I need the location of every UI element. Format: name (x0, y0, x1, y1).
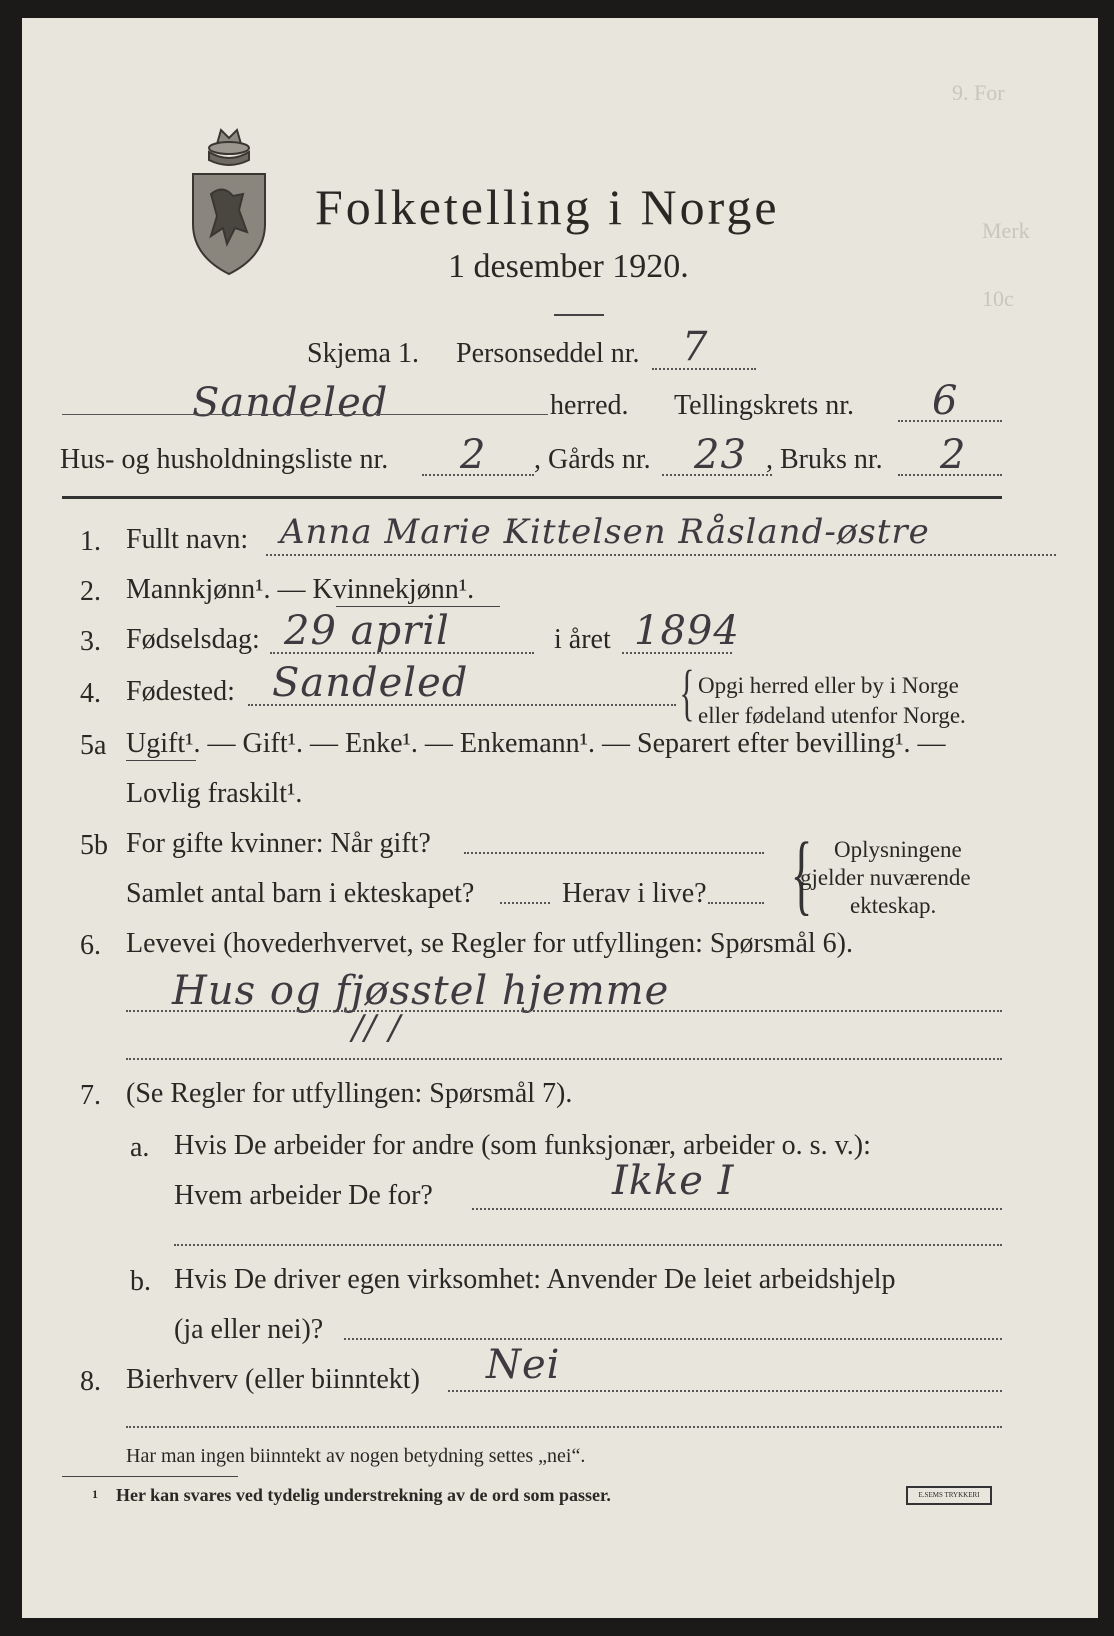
q3-number: 3. (80, 626, 101, 657)
bruks-label: , Bruks nr. (766, 444, 883, 475)
title-rule (554, 314, 604, 316)
q7a-line2: Hvem arbeider De for? (174, 1180, 433, 1211)
marital-status-options[interactable]: Ugift¹. — Gift¹. — Enke¹. — Enkemann¹. — Separert efter bevilling¹. — (126, 728, 946, 759)
year-label: i året (554, 624, 611, 655)
birthday-value[interactable]: 29 april (284, 608, 450, 654)
birthplace-note-2: eller fødeland utenfor Norge. (698, 703, 966, 728)
gender-underline (336, 606, 500, 607)
q1-number: 1. (80, 526, 101, 557)
bleed-through-text: 9. For (952, 80, 1005, 105)
marital-status-options-2[interactable]: Lovlig fraskilt¹. (126, 778, 303, 809)
q3-label: Fødselsdag: (126, 624, 260, 655)
marriage-note-1: Oplysningene (834, 837, 962, 862)
q7b-line1: Hvis De driver egen virksomhet: Anvender De leiet arbeidshjelp (174, 1264, 896, 1295)
herred-value[interactable]: Sandeled (192, 380, 389, 426)
no-income-note: Har man ingen biinntekt av nogen betydning settes „nei“. (126, 1445, 586, 1467)
printer-stamp: E.SEMS TRYKKERI (906, 1486, 992, 1505)
q6-number: 6. (80, 930, 101, 961)
birthplace-note-1: Opgi herred eller by i Norge (698, 673, 959, 698)
birthplace-line (248, 704, 676, 706)
side-income-value[interactable]: Nei (486, 1342, 561, 1388)
hus-line (422, 474, 534, 476)
birthplace-value[interactable]: Sandeled (272, 660, 469, 706)
gards-label: , Gårds nr. (534, 444, 651, 475)
q1-label: Fullt navn: (126, 524, 249, 555)
q5a-number: 5a (80, 730, 107, 761)
bleed-through-text: Merk (982, 218, 1030, 243)
full-name-line (266, 554, 1056, 556)
norway-coat-of-arms-icon (187, 124, 271, 276)
marriage-note-brace: { (790, 825, 813, 924)
occupation-ditto-marks: // / (352, 1008, 402, 1048)
herred-line (62, 414, 548, 415)
footnote-mark: 1 (92, 1487, 98, 1501)
birthday-line (270, 652, 534, 654)
marriage-note-3: ekteskap. (850, 893, 937, 918)
children-count-line (500, 902, 550, 904)
footnote-rule (62, 1476, 238, 1477)
marriage-note-2: gjelder nuværende (800, 865, 971, 890)
hus-label: Hus- og husholdningsliste nr. (60, 444, 389, 475)
q7-number: 7. (80, 1080, 101, 1111)
q6-label: Levevei (hovederhvervet, se Regler for utfyllingen: Spørsmål 6). (126, 928, 853, 959)
q7-label: (Se Regler for utfyllingen: Spørsmål 7). (126, 1078, 573, 1109)
occupation-value[interactable]: Hus og fjøsstel hjemme (172, 968, 670, 1014)
footnote-text: Her kan svares ved tydelig understrekning av de ord som passer. (116, 1485, 611, 1505)
side-income-line (448, 1390, 1002, 1392)
birthplace-note-brace: { (679, 659, 695, 727)
gender-options[interactable]: Mannkjønn¹. — Kvinnekjønn¹. (126, 574, 475, 605)
q4-label: Fødested: (126, 676, 235, 707)
birth-year-line (622, 652, 732, 654)
tellingskrets-label: Tellingskrets nr. (674, 390, 855, 421)
q7a-letter: a. (130, 1132, 150, 1163)
side-income-line-2 (126, 1426, 1002, 1428)
q7b-letter: b. (130, 1266, 151, 1297)
census-form-sheet (22, 18, 1098, 1618)
gards-line (662, 474, 772, 476)
q5b-number: 5b (80, 830, 108, 861)
married-when-label: For gifte kvinner: Når gift? (126, 828, 431, 859)
q8-number: 8. (80, 1366, 101, 1397)
employer-line (472, 1208, 1002, 1210)
tellingskrets-line (898, 420, 1002, 422)
married-when-line (464, 852, 764, 854)
census-date: 1 desember 1920. (448, 248, 689, 285)
employer-value[interactable]: Ikke I (612, 1158, 735, 1204)
tellingskrets-value[interactable]: 6 (932, 378, 959, 424)
q7b-line2: (ja eller nei)? (174, 1314, 324, 1345)
hus-value[interactable]: 2 (460, 432, 487, 478)
children-count-label: Samlet antal barn i ekteskapet? (126, 878, 475, 909)
gards-value[interactable]: 23 (694, 432, 747, 478)
schema-label: Skjema 1. (307, 338, 419, 369)
bleed-through-text: 10c (982, 286, 1014, 311)
marital-status-underline (126, 760, 196, 761)
birth-year-value[interactable]: 1894 (634, 608, 740, 654)
q4-number: 4. (80, 678, 101, 709)
q7a-line1: Hvis De arbeider for andre (som funksjonær, arbeider o. s. v.): (174, 1130, 871, 1161)
hired-help-line (344, 1338, 1002, 1340)
personseddel-value[interactable]: 7 (682, 324, 709, 370)
section-rule (62, 496, 1002, 499)
q8-label: Bierhverv (eller biinntekt) (126, 1364, 420, 1395)
bruks-value[interactable]: 2 (940, 432, 967, 478)
form-title: Folketelling i Norge (315, 179, 780, 235)
herred-label: herred. (550, 390, 629, 421)
children-alive-line (708, 902, 764, 904)
personseddel-label: Personseddel nr. (456, 338, 640, 369)
q2-number: 2. (80, 576, 101, 607)
occupation-line-2 (126, 1058, 1002, 1060)
children-alive-label: Herav i live? (562, 878, 707, 909)
bruks-line (898, 474, 1002, 476)
employer-line-2 (174, 1244, 1002, 1246)
full-name-value[interactable]: Anna Marie Kittelsen Råsland-østre (280, 512, 930, 552)
occupation-line-1 (126, 1010, 1002, 1012)
